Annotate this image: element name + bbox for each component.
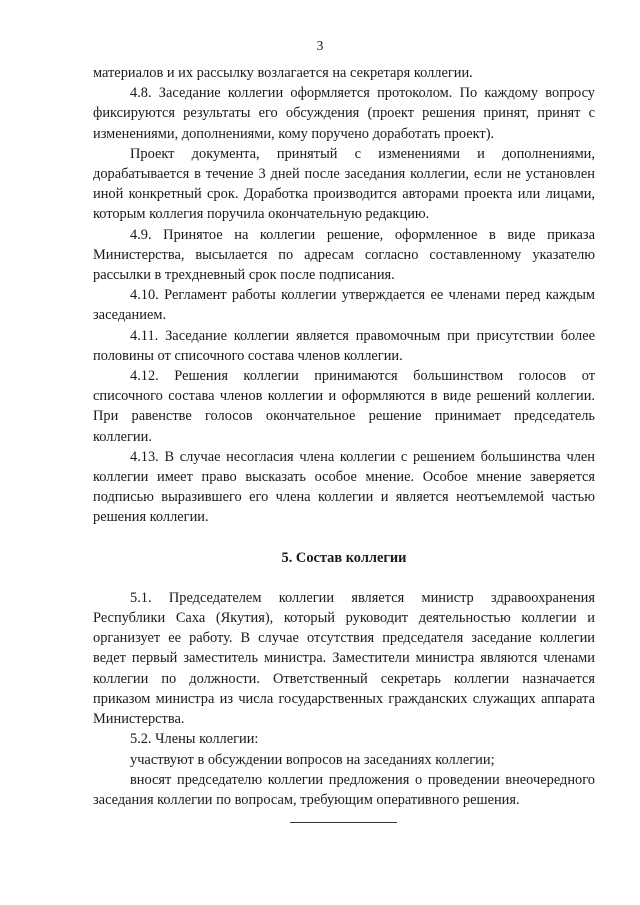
paragraph: 4.13. В случае несогласия члена коллегии с решением большинства член коллегии имеет право высказать особое мнение. Особое мнение заверяется подписью выразившего его члена коллегии и является неотъемлемой частью решения коллегии. [93,448,595,526]
section-heading: 5. Состав коллегии [281,549,407,566]
paragraph: 4.10. Регламент работы коллегии утверждается ее членами перед каждым заседанием. [93,287,595,324]
page-number: 3 [316,38,324,53]
document-body [93,63,595,810]
paragraph: 5.1. Председателем коллегии является министр здравоохранения Республики Саха (Якутия), который руководит деятельностью коллегии и организует ее работу. В случае отсутствия председателя заседание коллегии ведет первый заместитель министра. Заместители министра являются членами коллегии по должности. Ответственный секретарь коллегии назначается приказом министра из числа государственных гражданских служащих аппарата Министерства. [93,589,595,728]
paragraph: 4.8. Заседание коллегии оформляется протоколом. По каждому вопросу фиксируются результаты его обсуждения (проект решения принят, принят с изменениями, дополнениями, кому поручено доработать проект). [93,85,595,142]
paragraph: участвуют в обсуждении вопросов на заседаниях коллегии; [130,751,495,768]
paragraph: 4.9. Принятое на коллегии решение, оформленное в виде приказа Министерства, высылается по адресам согласно составленному указателю рассылки в трехдневный срок после подписания. [93,226,595,284]
paragraph: 5.2. Члены коллегии: [130,731,259,748]
paragraph: вносят председателю коллегии предложения о проведении внеочередного заседания коллегии по вопросам, требующим оперативного решения. [93,771,595,808]
paragraph: 4.11. Заседание коллегии является правомочным при присутствии более половины от списочного состава членов коллегии. [93,327,595,364]
paragraph: Проект документа, принятый с изменениями и дополнениями, дорабатывается в течение 3 дней после заседания коллегии, если не установлен иной конкретный срок. Доработка производится авторами проекта или лицами, которым коллегия поручила окончательную редакцию. [93,145,595,223]
end-divider [290,822,397,823]
paragraph: материалов и их рассылку возлагается на секретаря коллегии. [93,65,473,81]
paragraph: 4.12. Решения коллегии принимаются большинством голосов от списочного состава членов коллегии и оформляются в виде решений коллегии. При равенстве голосов окончательное решение принимает председатель коллегии. [93,368,595,445]
